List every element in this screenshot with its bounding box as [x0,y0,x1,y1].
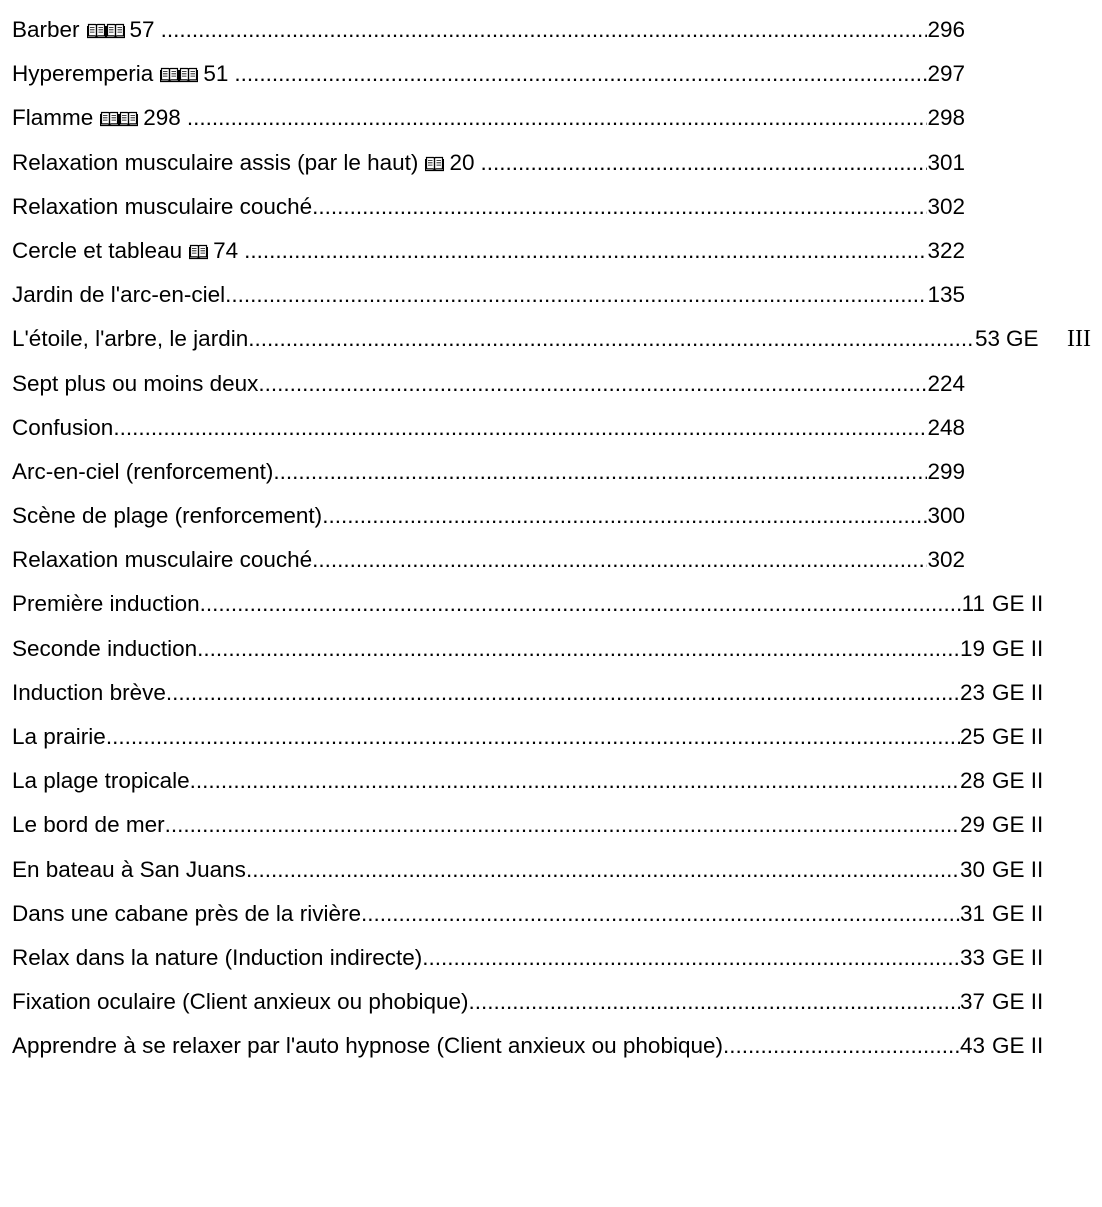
toc-entry-title: Le bord de mer [12,812,165,838]
book-icons [84,8,155,52]
dot-leader [190,759,960,803]
toc-entry-ref: 51 [203,61,229,87]
toc-entry-volume-roman: III [1067,326,1091,353]
toc-entry-page: 25 [959,724,985,749]
toc-entry [12,96,965,140]
dot-leader [361,892,960,936]
toc-entry-title: Flamme [12,105,94,131]
toc-entry [12,273,965,317]
toc-entry-title: Apprendre à se relaxer par l'auto hypnose (Client anxieux ou phobique) [12,1033,723,1059]
toc-entry [12,185,965,229]
toc-entry-volume: GE II [992,812,1044,838]
toc-entry-title: La plage tropicale [12,768,190,794]
toc-row [12,627,1102,671]
toc-row [12,450,1102,494]
toc-entry-title: Relaxation musculaire couché [12,193,313,219]
toc-entry-page: 33 [959,944,985,970]
toc-entry [12,980,985,1024]
toc-row [12,759,1102,803]
toc-row [12,273,1102,317]
toc-row [12,715,1102,759]
toc-entry-page: 302 [927,547,965,573]
toc-row [12,582,1102,626]
open-book-icon [189,243,208,260]
toc-row [12,185,1102,229]
dot-leader [166,671,960,715]
toc-entry-page: 37 [959,989,985,1015]
table-of-contents [12,8,1102,1069]
open-book-icon [160,66,179,83]
book-icons [422,141,474,185]
toc-entry [12,538,965,582]
toc-row [12,96,1102,140]
toc-entry-title: Jardin de l'arc-en-ciel [12,282,226,308]
toc-entry-title: Relaxation musculaire assis (par le haut) [12,149,419,175]
toc-entry-volume: GE II [992,944,1044,970]
book-icons [157,52,228,96]
dot-leader [244,229,927,273]
open-book-icon [106,22,125,39]
toc-entry-page: 31 [959,900,985,926]
toc-entry-volume: GE II [992,989,1044,1015]
toc-entry-ref: 20 [449,149,475,175]
toc-entry [12,848,985,892]
toc-entry [12,494,965,538]
toc-entry-title: Confusion [12,414,114,440]
toc-entry [12,582,985,626]
toc-entry-page: 29 [959,812,985,838]
toc-entry [12,52,965,96]
toc-entry-page: 135 [927,282,965,308]
toc-entry-page: 11 [961,591,985,617]
toc-entry-title: Première induction [12,591,200,617]
dot-leader [312,538,927,582]
dot-leader [273,450,927,494]
toc-entry-page: 322 [927,237,965,263]
toc-entry-volume: GE II [992,900,1044,926]
toc-row [12,52,1102,96]
toc-row [12,936,1102,980]
dot-leader [197,627,960,671]
toc-entry [12,936,985,980]
toc-entry-title: Relaxation musculaire couché [12,547,313,573]
toc-entry-title: Barber [12,17,80,42]
dot-leader [248,317,975,361]
toc-entry-page: 301 [927,149,965,175]
toc-entry-ref: 74 [213,237,239,263]
toc-entry-page: 23 [959,679,985,705]
toc-row [12,892,1102,936]
dot-leader [161,8,928,52]
toc-entry-volume: GE II [992,591,1044,617]
toc-entry [12,892,985,936]
toc-entry-page: 297 [927,61,965,87]
toc-entry [12,627,985,671]
dot-leader [723,1024,960,1068]
toc-row [12,803,1102,847]
toc-row [12,538,1102,582]
toc-row [12,141,1102,185]
dot-leader [422,936,960,980]
toc-entry-title: Seconde induction [12,635,198,661]
toc-entry-title: Hyperemperia [12,61,154,87]
toc-entry-volume: GE [1006,326,1039,352]
dot-leader [322,494,927,538]
toc-row [12,671,1102,715]
toc-entry-page: 19 [959,635,985,661]
dot-leader [258,362,927,406]
toc-entry [12,317,1000,361]
open-book-icon [87,22,106,39]
open-book-icon [425,155,444,172]
toc-entry [12,1024,985,1068]
toc-entry-title: Relax dans la nature (Induction indirecte) [12,944,423,970]
toc-row [12,848,1102,892]
toc-entry-volume: GE II [992,768,1044,794]
book-icons [97,96,181,140]
open-book-icon [119,110,138,127]
open-book-icon [179,66,198,83]
toc-entry-title: Sept plus ou moins deux [12,370,259,396]
toc-entry-ref: 57 [129,17,155,42]
book-icons [186,229,238,273]
toc-entry [12,229,965,273]
dot-leader [234,52,927,96]
toc-entry [12,803,985,847]
toc-entry-page: 30 [959,856,985,882]
toc-entry-page: 53 [974,326,1000,352]
dot-leader [246,848,960,892]
toc-row [12,362,1102,406]
toc-entry-page: 296 [927,17,965,42]
toc-entry-title: Fixation oculaire (Client anxieux ou phobique) [12,989,469,1015]
toc-entry-title: L'étoile, l'arbre, le jardin [12,326,249,352]
toc-entry-page: 300 [927,503,965,529]
dot-leader [187,96,928,140]
dot-leader [200,582,962,626]
dot-leader [480,141,927,185]
toc-entry [12,141,965,185]
toc-entry-title: Arc-en-ciel (renforcement) [12,458,274,484]
toc-entry-title: Induction brève [12,679,166,705]
toc-entry-page: 299 [927,458,965,484]
toc-entry-title: Scène de plage (renforcement) [12,503,323,529]
dot-leader [469,980,960,1024]
toc-row [12,229,1102,273]
toc-row [12,317,1102,361]
dot-leader [113,406,927,450]
toc-entry-page: 28 [959,768,985,794]
toc-entry-title: Cercle et tableau [12,237,183,263]
toc-entry-ref: 298 [143,105,181,131]
dot-leader [225,273,927,317]
toc-entry-page: 302 [927,193,965,219]
toc-row [12,406,1102,450]
toc-entry-volume: GE II [992,1033,1044,1059]
toc-entry [12,671,985,715]
toc-entry-page: 298 [927,105,965,131]
toc-row [12,8,1102,52]
toc-row [12,494,1102,538]
dot-leader [165,803,960,847]
toc-entry-volume: GE II [992,724,1044,749]
toc-entry-title: Dans une cabane près de la rivière [12,900,361,926]
toc-entry [12,450,965,494]
toc-entry-volume: GE II [992,856,1044,882]
dot-leader [106,715,960,759]
dot-leader [312,185,927,229]
toc-entry-page: 43 [959,1033,985,1059]
toc-row [12,980,1102,1024]
toc-entry-volume: GE II [992,635,1044,661]
toc-entry [12,8,965,52]
toc-entry [12,759,985,803]
open-book-icon [100,110,119,127]
toc-entry-page: 224 [927,370,965,396]
toc-entry [12,406,965,450]
toc-entry-volume: GE II [992,679,1044,705]
toc-entry-title: En bateau à San Juans [12,856,246,882]
toc-entry [12,715,985,759]
toc-entry [12,362,965,406]
toc-row [12,1024,1102,1068]
toc-entry-title: La prairie [12,724,106,749]
toc-entry-page: 248 [927,414,965,440]
